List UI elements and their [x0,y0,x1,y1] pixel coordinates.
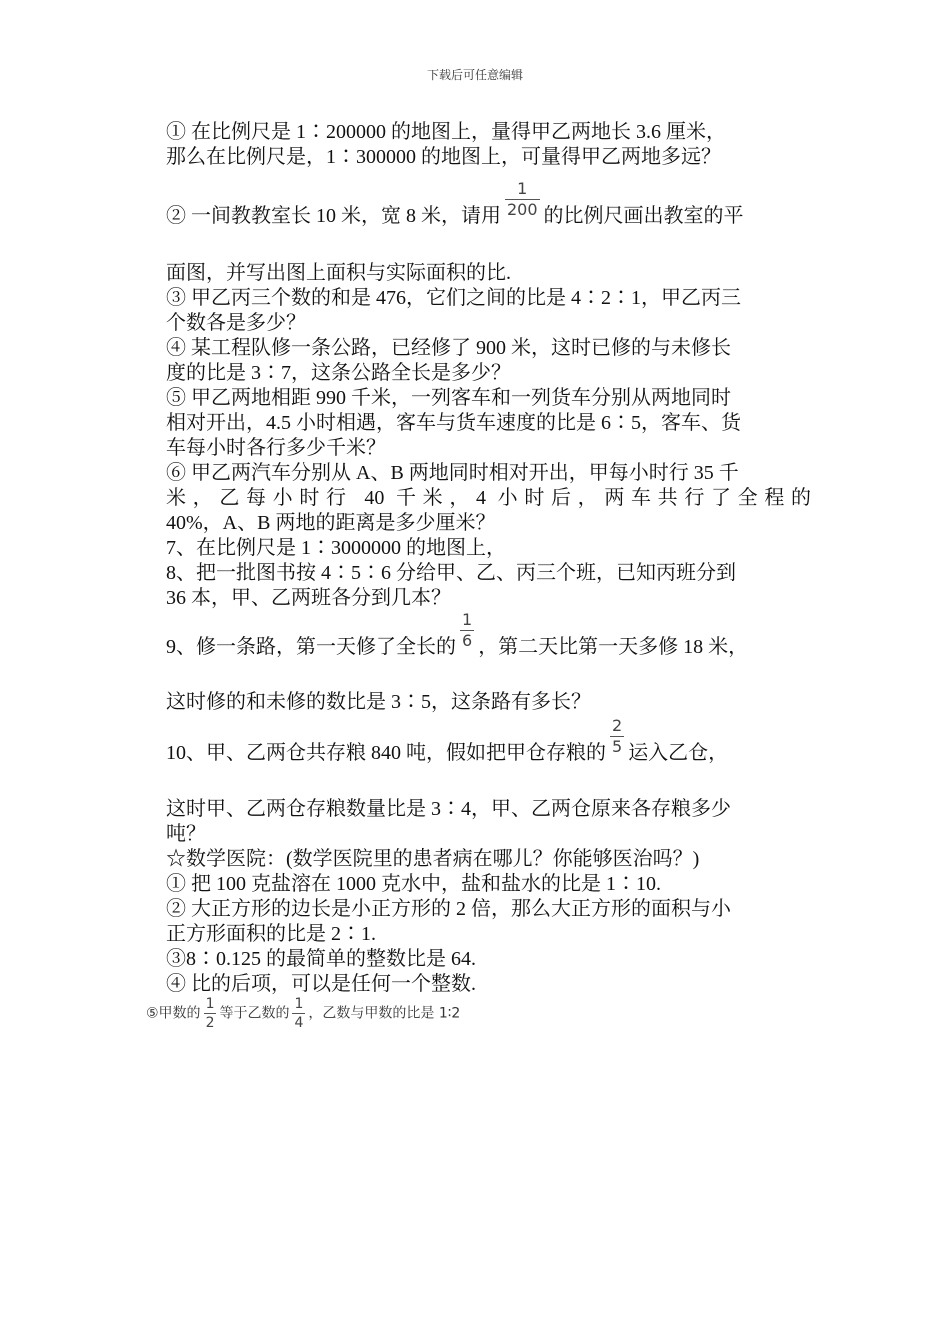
fraction-1-200 [505,181,540,218]
problem-8-line-1: 8、把一批图书按 4∶5∶6 分给甲、乙、丙三个班，已知丙班分到 [166,562,736,584]
problem-9-text-a: 9、修一条路，第一天修了全长的 [166,636,456,659]
fraction-denominator: 4 [294,1015,304,1031]
hospital-item-5-text-a: ⑤甲数的 [146,1005,201,1022]
hospital-item-2-line-2: 正方形面积的比是 2∶1. [166,923,376,945]
fraction-denominator: 5 [612,737,623,756]
problem-9-text-b: ，第二天比第一天多修 18 米， [478,636,749,659]
problem-10-text-b: 运入乙仓， [628,742,729,765]
problem-2-line-1 [166,170,811,236]
problem-9-line-2: 这时修的和未修的数比是 3∶5，这条路有多长？ [166,691,591,713]
problem-6-line-1: ⑥ 甲乙两汽车分别从 A、B 两地同时相对开出，甲每小时行 35 千 [166,462,739,484]
page-header: 下载后可任意编辑 [426,68,523,82]
problem-4-line-1: ④ 某工程队修一条公路，已经修了 900 米，这时已修的与未修长 [166,337,731,359]
problem-4-line-2: 度的比是 3∶7，这条公路全长是多少？ [166,362,511,384]
problem-6-line-2: 米，乙每小时行 40 千米，4 小时后，两车共行了全程的 [166,487,811,509]
problem-2-line-2: 面图，并写出图上面积与实际面积的比. [166,262,511,284]
math-hospital-title: ☆数学医院：(数学医院里的患者病在哪儿？你能够医治吗？) [166,848,700,870]
problem-10-text-a: 10、甲、乙两仓共存粮 840 吨，假如把甲仓存粮的 [166,742,606,765]
problem-7-line-1: 7、在比例尺是 1∶3000000 的地图上， [166,537,506,559]
problem-1-line-2: 那么在比例尺是，1∶300000 的地图上，可量得甲乙两地多远？ [166,146,721,168]
hospital-item-5-text-b: 等于乙数的 [219,1005,290,1022]
problem-10-line-3: 吨？ [166,823,206,845]
problem-2-text-a: ② 一间教教室长 10 米，宽 8 米，请用 [166,205,501,228]
hospital-item-1: ① 把 100 克盐溶在 1000 克水中，盐和盐水的比是 1∶10. [166,873,661,895]
fraction-numerator: 1 [517,179,528,198]
hospital-item-2-line-1: ② 大正方形的边长是小正方形的 2 倍，那么大正方形的面积与小 [166,898,731,920]
problem-10-line-2: 这时甲、乙两仓存粮数量比是 3∶4，甲、乙两仓原来各存粮多少 [166,798,731,820]
hospital-item-5-text-c: ，乙数与甲数的比是 1∶2 [308,1005,461,1022]
fraction-numerator: 1 [205,996,215,1012]
fraction-numerator: 1 [294,996,304,1012]
document-body [146,120,811,1041]
hospital-item-4: ④ 比的后项，可以是任何一个整数. [166,973,476,995]
hospital-item-5 [146,997,791,1041]
problem-2-text-b: 的比例尺画出教室的平 [543,205,744,228]
fraction-denominator: 200 [507,200,538,219]
fraction-1-4 [292,997,305,1030]
problem-5-line-2: 相对开出，4.5 小时相遇，客车与货车速度的比是 6∶5，客车、货 [166,412,741,434]
problem-5-line-1: ⑤ 甲乙两地相距 990 千米，一列客车和一列货车分别从两地同时 [166,387,731,409]
problem-3-line-2: 个数各是多少？ [166,312,306,334]
fraction-1-6 [460,612,474,649]
fraction-denominator: 2 [205,1015,215,1031]
problem-6-line-3: 40%，A、B 两地的距离是多少厘米？ [166,512,496,534]
problem-5-line-3: 车每小时各行多少千米？ [166,437,386,459]
hospital-item-3: ③8∶0.125 的最简单的整数比是 64. [166,948,476,970]
problem-3-line-1: ③ 甲乙丙三个数的和是 476，它们之间的比是 4∶2∶1，甲乙丙三 [166,287,741,309]
fraction-numerator: 2 [612,716,623,735]
problem-9-line-1 [166,611,811,667]
fraction-1-2 [204,997,217,1030]
problem-1-line-1: ① 在比例尺是 1∶200000 的地图上，量得甲乙两地长 3.6 厘米， [166,121,726,143]
fraction-2-5 [610,718,624,755]
problem-8-line-2: 36 本，甲、乙两班各分到几本？ [166,587,451,609]
fraction-numerator: 1 [462,610,473,629]
fraction-denominator: 6 [462,631,473,650]
problem-10-line-1 [166,715,811,773]
